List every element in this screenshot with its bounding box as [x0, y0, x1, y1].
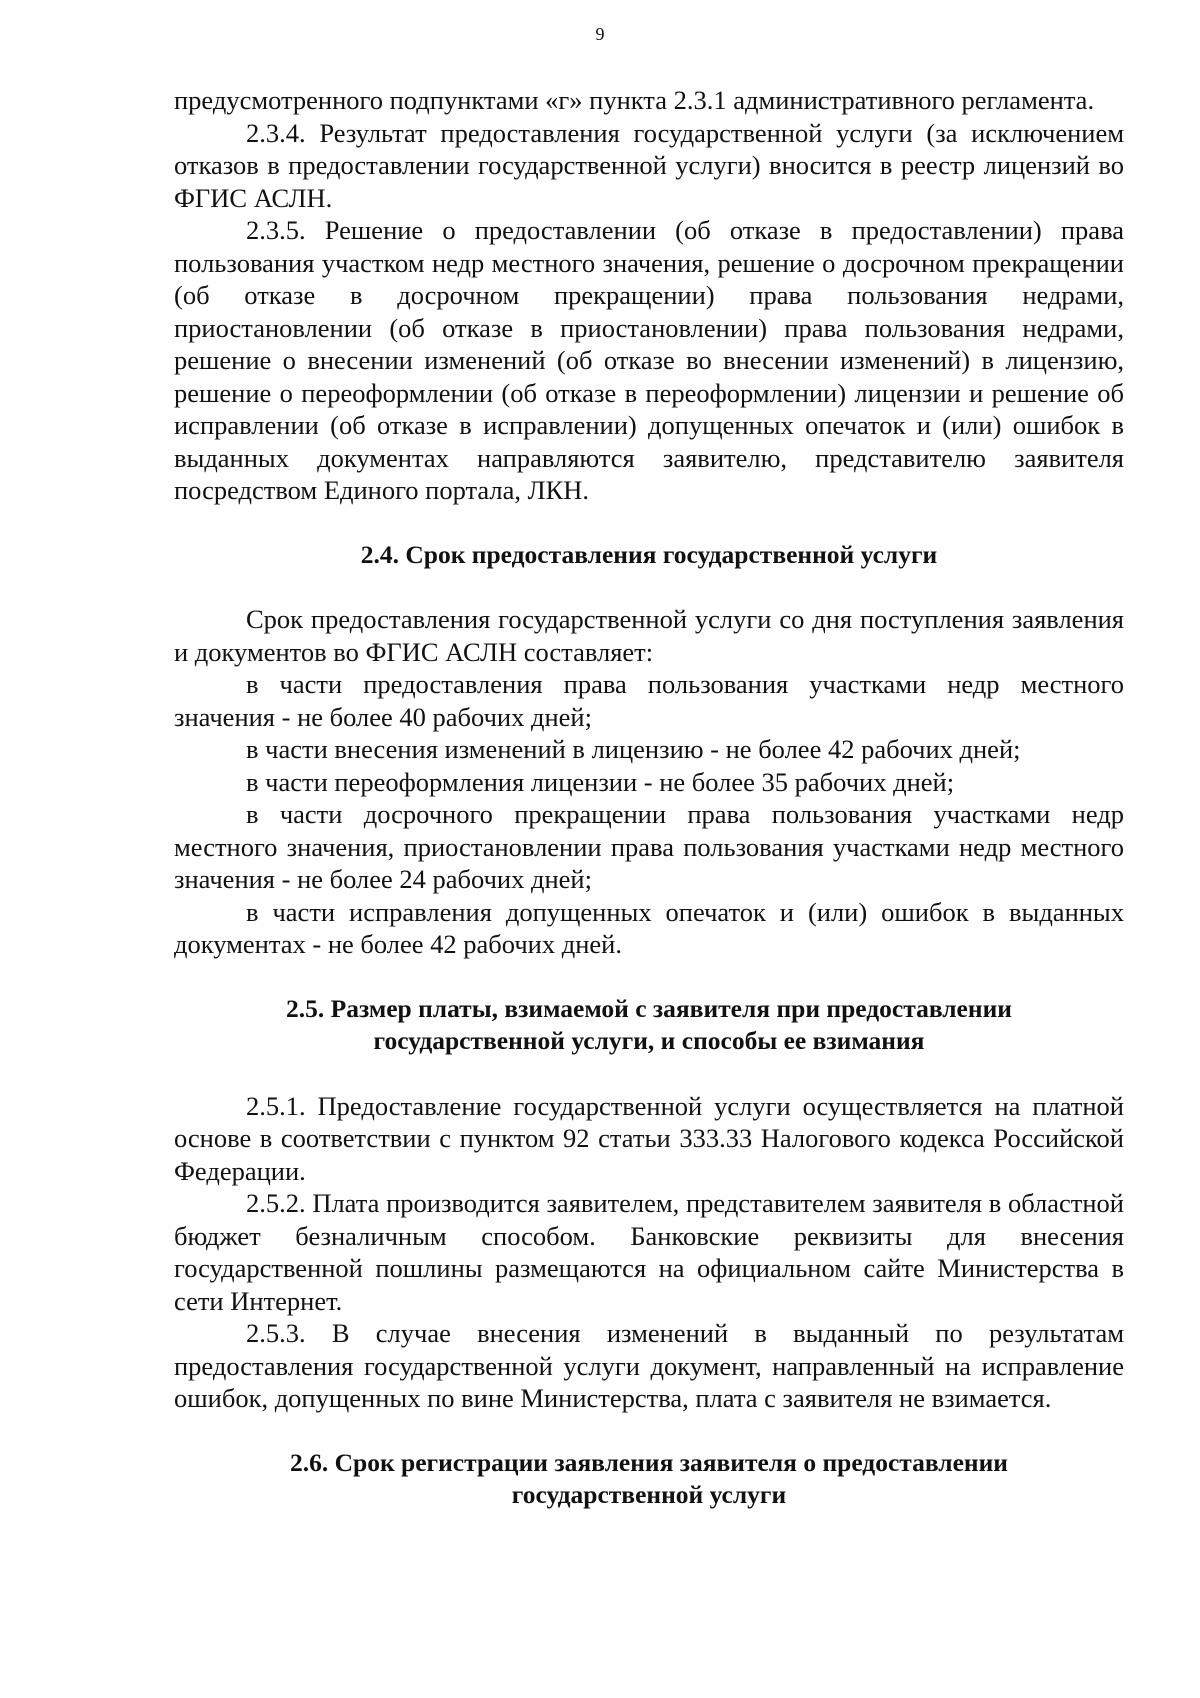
- paragraph: в части внесения изменений в лицензию - не более 42 рабочих дней;: [246, 734, 1021, 764]
- paragraph: 2.3.4. Результат предоставления государственной услуги (за исключением отказов в предоставлении государственной услуги) вносится в реестр лицензий во ФГИС АСЛН.: [174, 117, 1124, 213]
- paragraph: Срок предоставления государственной услуги со дня поступления заявления и документов во ФГИС АСЛН составляет:: [174, 604, 1124, 667]
- document-body: [174, 84, 1124, 1512]
- paragraph: в части исправления допущенных опечаток и (или) ошибок в выданных документах - не более 42 рабочих дней.: [174, 896, 1124, 959]
- paragraph: предусмотренного подпунктами «г» пункта 2.3.1 административного регламента.: [174, 85, 1095, 115]
- paragraph: 2.5.2. Плата производится заявителем, представителем заявителя в областной бюджет безналичным способом. Банковские реквизиты для внесения государственной пошлины размещаются на официальном сайте Министерства в сети Интернет.: [174, 1188, 1124, 1316]
- paragraph: 2.5.3. В случае внесения изменений в выданный по результатам предоставления государственной услуги документ, направленный на исправление ошибок, допущенных по вине Министерства, плата с заявителя не взимается.: [174, 1318, 1124, 1413]
- paragraph: 2.3.5. Решение о предоставлении (об отказе в предоставлении) права пользования участком недр местного значения, решение о досрочном прекращении (об отказе в досрочном прекращении) права пользования недрами, приостановлении (об отказе в приостановлении) права пользования недрами, решение о внесении изменений (об отказе во внесении изменений) в лицензию, решение о переоформлении (об отказе в переоформлении) лицензии и решение об исправлении (об отказе в исправлении) допущенных опечаток и (или) ошибок в выданных документах направляются заявителю, представителю заявителя посредством Единого портала, ЛКН.: [174, 215, 1124, 505]
- paragraph: в части предоставления права пользования участками недр местного значения - не более 40 рабочих дней;: [174, 669, 1124, 732]
- section-heading-2-6-line1: 2.6. Срок регистрации заявления заявителя о предоставлении: [289, 1447, 1008, 1477]
- section-heading-2-4: 2.4. Срок предоставления государственной услуги: [360, 539, 938, 569]
- paragraph: в части досрочного прекращении права пользования участками недр местного значения, приостановлении права пользования участками недр местного значения - не более 24 рабочих дней;: [174, 799, 1124, 894]
- section-heading-2-5-line1: 2.5. Размер платы, взимаемой с заявителя при предоставлении: [286, 993, 1012, 1023]
- section-heading-2-6-line2: государственной услуги: [511, 1480, 787, 1509]
- paragraph: в части переоформления лицензии - не более 35 рабочих дней;: [246, 766, 955, 797]
- paragraph: 2.5.1. Предоставление государственной услуги осуществляется на платной основе в соответствии с пунктом 92 статьи 333.33 Налогового кодекса Российской Федерации.: [174, 1090, 1124, 1186]
- section-heading-2-5-line2: государственной услуги, и способы ее взимания: [373, 1026, 925, 1055]
- page-number: 9: [595, 24, 605, 44]
